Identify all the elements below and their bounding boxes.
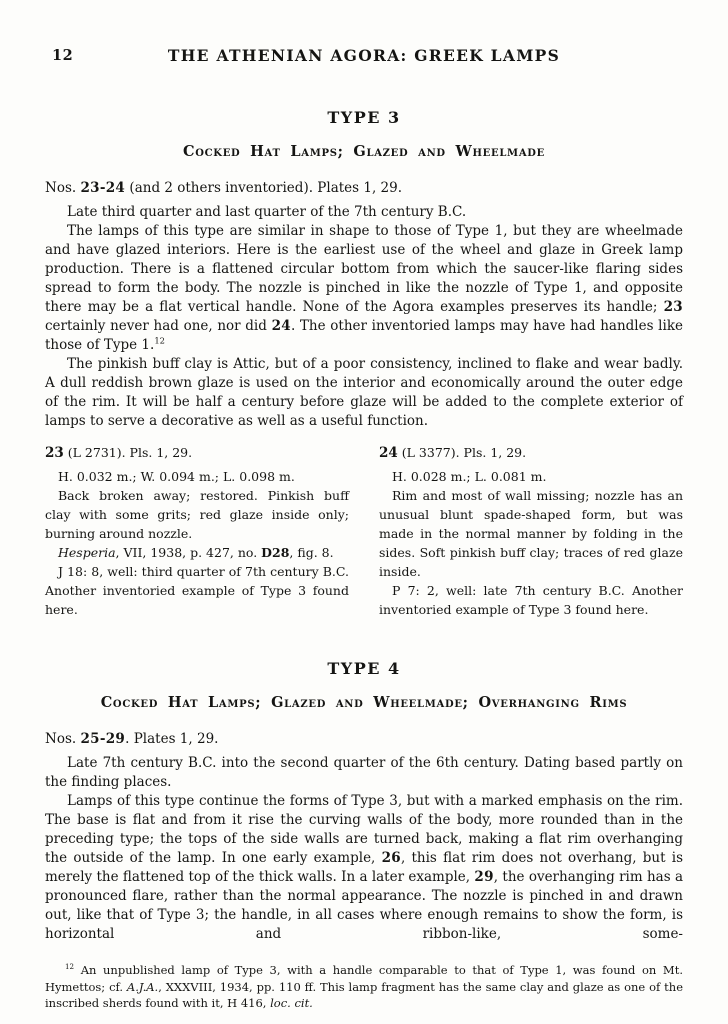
catalog-entry-24 — [379, 443, 683, 619]
type-3-nos-range: 23-24 — [80, 180, 126, 196]
catalog-entries — [45, 443, 683, 619]
type-4-p1-bold-29: 29 — [474, 869, 494, 885]
type-3-dating-line: Late third quarter and last quarter of the 7th century B.C. — [67, 204, 467, 220]
entry-23-heading-rest: (L 2731). Pls. 1, 29. — [63, 445, 193, 460]
type-3-paragraph-1 — [45, 222, 683, 355]
footnote-12-italic-aja: A.J.A. — [126, 979, 159, 994]
type-4-p1-bold-26: 26 — [381, 850, 401, 866]
type-4-p1-text-3: , the overhanging rim has a pronounced flare, rather than the normal appearance. The nozzle is pinched in and drawn out, like that of Type 3; the handle, in all cases where enough remains to show the form, is horizontal and ribbon-like, some- — [45, 869, 683, 942]
footnote-12 — [45, 962, 683, 1012]
type-4-paragraph-1 — [45, 792, 683, 944]
type-3-nos-prefix: Nos. — [45, 180, 81, 196]
page-header — [45, 46, 683, 66]
entry-23-ref-end: , fig. 8. — [289, 545, 334, 560]
type-4-subheading: Cocked Hat Lamps; Glazed and Wheelmade; Overhanging Rims — [100, 694, 628, 711]
entry-23-dimensions: H. 0.032 m.; W. 0.094 m.; L. 0.098 m. — [58, 469, 295, 484]
section-type-4 — [45, 659, 683, 944]
footnote-12-text-2: , XXXVIII, 1934, pp. 110 ff. This lamp fragment has the same clay and glaze as one of the inscribed sherds found with it, H 416, — [45, 979, 684, 1010]
entry-24-dimensions: H. 0.028 m.; L. 0.081 m. — [392, 469, 547, 484]
footnote-12-italic-loc-cit: loc. cit. — [270, 996, 313, 1010]
page-number: 12 — [52, 47, 74, 64]
type-3-subheading: Cocked Hat Lamps; Glazed and Wheelmade — [183, 143, 545, 160]
entry-24-heading-rest: (L 3377). Pls. 1, 29. — [397, 445, 527, 460]
type-4-dating-paragraph: Late 7th century B.C. into the second quarter of the 6th century. Dating based partly on the finding places. — [45, 755, 683, 790]
type-3-p1-bold-24: 24 — [271, 318, 291, 334]
type-4-heading: TYPE 4 — [327, 659, 401, 678]
entry-24-context: P 7: 2, well: late 7th century B.C. Another inventoried example of Type 3 found here. — [379, 583, 683, 617]
type-4-nos-line — [45, 731, 683, 747]
footnote-12-marker: 12 — [65, 962, 75, 972]
running-head: THE ATHENIAN AGORA: GREEK LAMPS — [167, 46, 561, 65]
type-4-nos-prefix: Nos. — [45, 731, 81, 747]
entry-24-number: 24 — [379, 445, 398, 461]
type-4-p1-text-1: Lamps of this type continue the forms of Type 3, but with a marked emphasis on the rim. The base is flat and from it rise the curving walls of the body, more rounded than in the preceding type; the tops of the side walls are turned back, making a flat rim overhanging the outside of the lamp. In one early example, — [45, 793, 683, 866]
entry-23-context: J 18: 8, well: third quarter of 7th century B.C. Another inventoried example of Type 3 found here. — [45, 564, 349, 617]
catalog-entry-23 — [45, 443, 349, 619]
section-type-3 — [45, 108, 683, 431]
entry-23-description: Back broken away; restored. Pinkish buff clay with some grits; red glaze inside only; burning around nozzle. — [45, 488, 349, 541]
entry-24-description: Rim and most of wall missing; nozzle has an unusual blunt spade-shaped form, but was made in the normal manner by folding in the sides. Soft pinkish buff clay; traces of red glaze inside. — [379, 488, 683, 579]
type-3-p1-text-2: certainly never had one, nor did — [45, 318, 272, 334]
type-3-heading: TYPE 3 — [327, 108, 401, 127]
type-3-p1-text-3: . The other inventoried lamps may have had handles like those of Type 1. — [45, 318, 683, 353]
type-4-nos-rest: . Plates 1, 29. — [125, 731, 219, 747]
entry-23-heading — [45, 443, 349, 463]
entry-24-heading — [379, 443, 683, 463]
entry-23-ref-journal: Hesperia — [58, 545, 116, 560]
type-4-nos-range: 25-29 — [80, 731, 126, 747]
type-3-p1-text-1: The lamps of this type are similar in shape to those of Type 1, but they are wheelmade and have glazed interiors. Here is the earliest use of the wheel and glaze in Greek lamp production. There is a flattened circular bottom from which the saucer-like flaring sides spread to form the body. The nozzle is pinched in like the nozzle of Type 1, and opposite there may be a flat vertical handle. None of the Agora examples preserves its handle; — [45, 223, 683, 315]
type-3-nos-line — [45, 180, 683, 196]
entry-23-ref-bold: D28 — [261, 545, 290, 560]
entry-23-ref-mid: , VII, 1938, p. 427, no. — [115, 545, 262, 560]
entry-23-reference — [45, 543, 349, 562]
footnote-block — [45, 962, 683, 1012]
type-3-p1-bold-23: 23 — [663, 299, 683, 315]
footnote-12-text-1: An unpublished lamp of Type 3, with a handle comparable to that of Type 1, was found on Mt. Hymettos; cf. — [45, 963, 683, 994]
entry-23-number: 23 — [45, 445, 64, 461]
type-3-paragraph-2: The pinkish buff clay is Attic, but of a poor consistency, inclined to flake and wear badly. A dull reddish brown glaze is used on the interior and economically around the outer edge of the rim. It will be half a century before glaze will be added to the complete exterior of lamps to serve a decorative as well as a useful function. — [45, 356, 683, 429]
type-4-p1-text-2: , this flat rim does not overhang, but is merely the flattened top of the thick walls. In a later example, — [45, 850, 683, 885]
footnote-12-reference: 12 — [154, 335, 165, 346]
type-3-nos-rest: (and 2 others inventoried). Plates 1, 29. — [125, 180, 403, 196]
